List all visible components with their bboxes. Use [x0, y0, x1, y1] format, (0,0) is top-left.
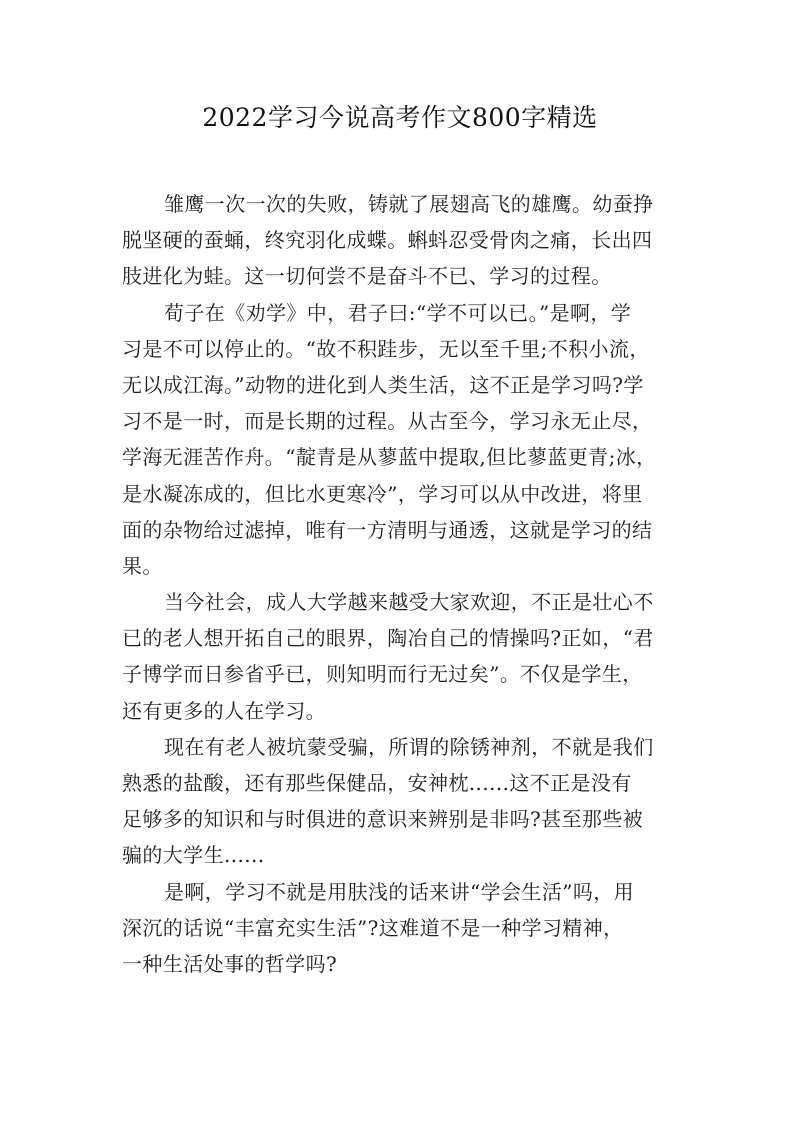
essay-line: 面的杂物给过滤掉，唯有一方清明与通透，这就是学习的结	[122, 517, 653, 542]
essay-line: 足够多的知识和与时俱进的意识来辨别是非吗?甚至那些被	[122, 807, 644, 832]
essay-body	[122, 186, 690, 982]
essay-line: 荀子在《劝学》中，君子曰:“学不可以已。”是啊，学	[164, 300, 632, 325]
essay-line: 脱坚硬的蚕蛹，终究羽化成蝶。蝌蚪忍受骨肉之痛，长出四	[122, 228, 653, 253]
essay-line: 还有更多的人在学习。	[122, 698, 326, 723]
essay-line: 熟悉的盐酸，还有那些保健品，安神枕......这不正是没有	[122, 771, 632, 795]
essay-line: 当今社会，成人大学越来越受大家欢迎，不正是壮心不	[164, 590, 654, 615]
essay-line: 雏鹰一次一次的失败，铸就了展翅高飞的雄鹰。幼蚕挣	[164, 192, 654, 216]
essay-line: 学海无涯苦作舟。“靛青是从蓼蓝中提取,但比蓼蓝更青;冰，	[122, 445, 657, 470]
essay-line: 一种生活处事的哲学吗?	[122, 951, 338, 976]
essay-line: 已的老人想开拓自己的眼界，陶冶自己的情操吗?正如，“君	[122, 626, 654, 651]
essay-line: 骗的大学生......	[122, 843, 265, 868]
essay-line: 果。	[122, 553, 163, 578]
essay-line: 是啊，学习不就是用肤浅的话来讲“学会生活”吗，用	[164, 879, 635, 904]
essay-line: 无以成江海。”动物的进化到人类生活，这不正是学习吗?学	[122, 372, 644, 397]
essay-line: 深沉的话说“丰富充实生活”?这难道不是一种学习精神，	[122, 915, 624, 940]
essay-line: 子博学而日参省乎已，则知明而行无过矣”。不仅是学生，	[122, 662, 643, 687]
essay-line: 肢进化为蛙。这一切何尝不是奋斗不已、学习的过程。	[122, 264, 612, 289]
essay-line: 习是不可以停止的。“故不积跬步，无以至千里;不积小流，	[122, 336, 650, 361]
essay-line: 习不是一时，而是长期的过程。从古至今，学习永无止尽，	[122, 409, 653, 434]
essay-line: 是水凝冻成的，但比水更寒冷”，学习可以从中改进，将里	[122, 481, 643, 506]
document-title: 2022学习今说高考作文800字精选	[202, 103, 598, 132]
essay-line: 现在有老人被坑蒙受骗，所谓的除锈神剂，不就是我们	[164, 734, 654, 759]
